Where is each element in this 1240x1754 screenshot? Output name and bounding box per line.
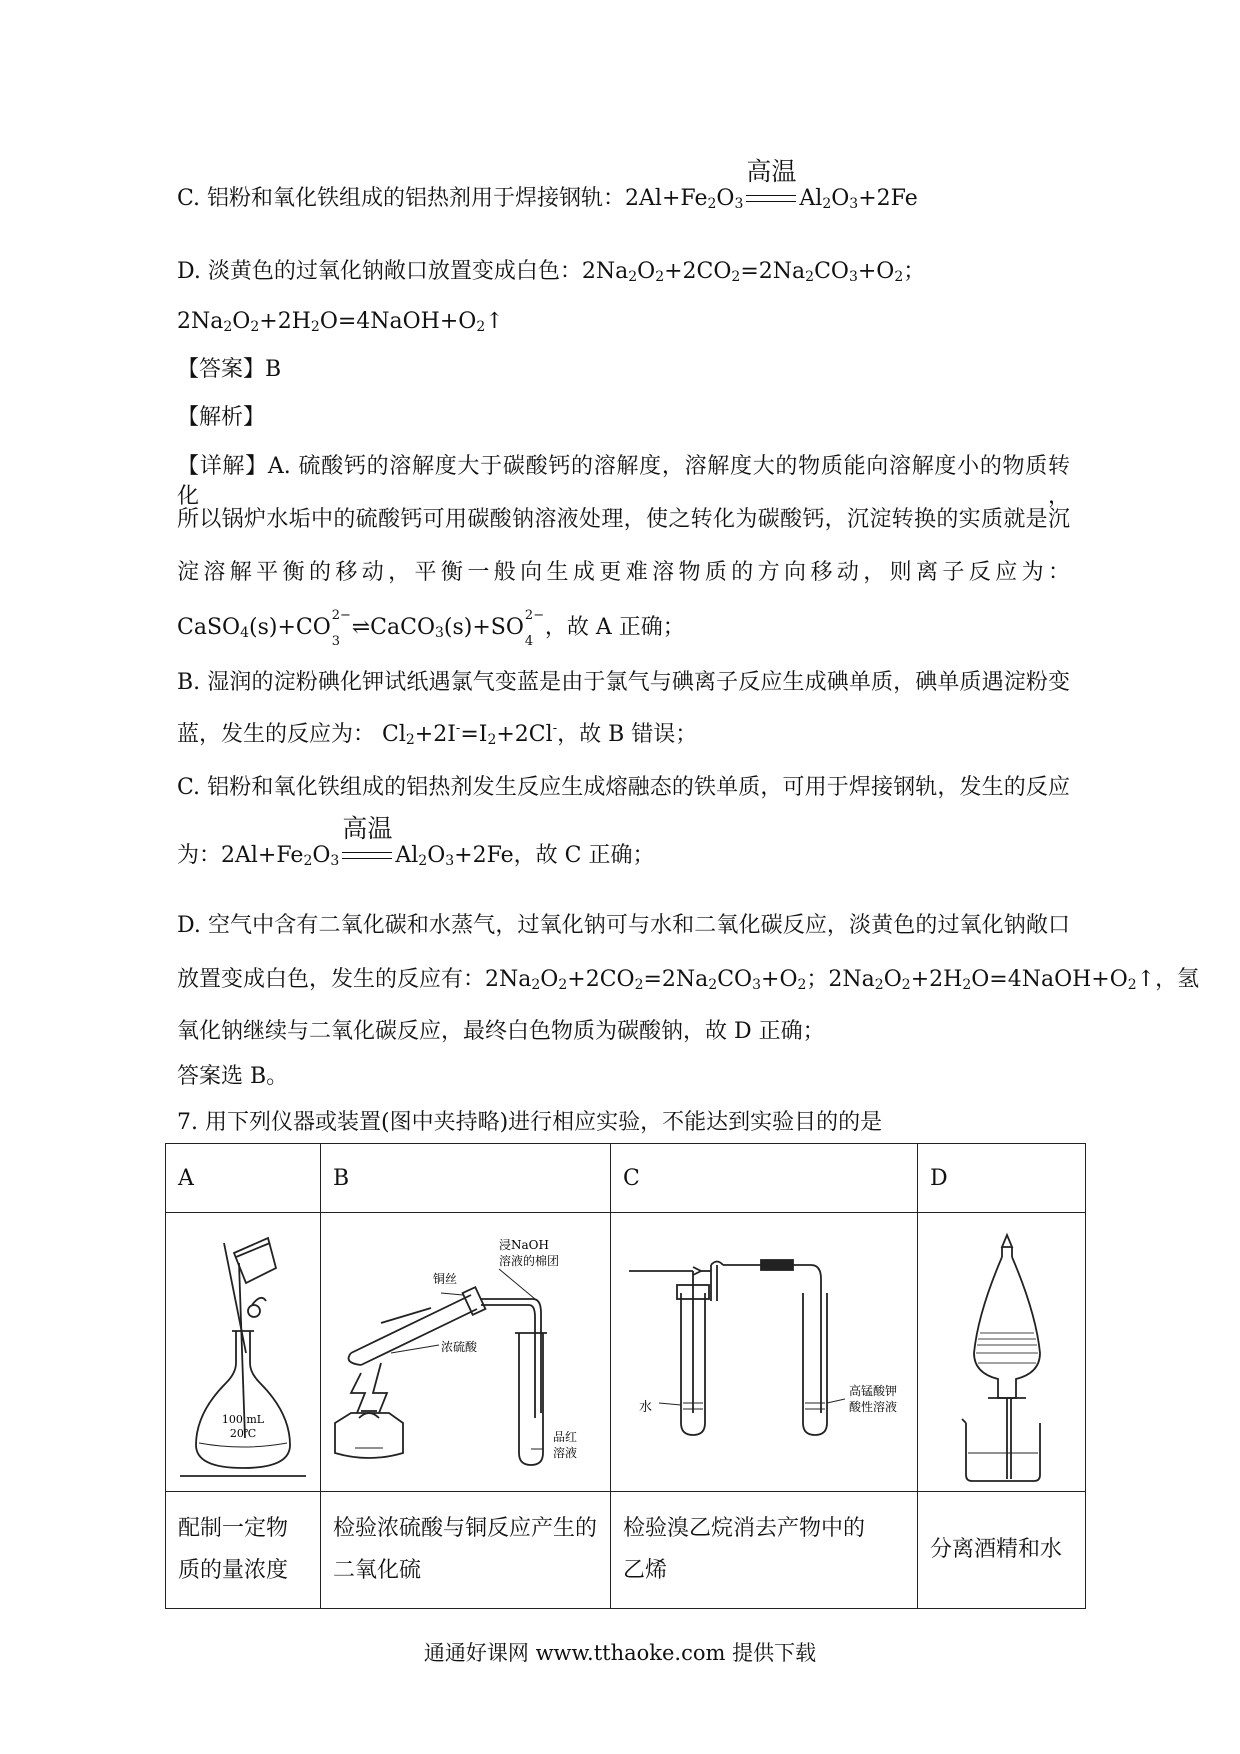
header-b: B [321,1144,611,1213]
detail-c-line-1: C. 铝粉和氧化铁组成的铝热剂发生反应生成熔融态的铁单质，可用于焊接钢轨，发生的反应 [177,775,1070,800]
figure-d-cell [918,1213,1086,1492]
copper-acid-apparatus-figure [321,1213,610,1491]
description-a: 配制一定物 质的量浓度 [166,1492,321,1609]
kmno4-label-1: 高锰酸钾 [849,1384,898,1398]
figure-c-cell [611,1213,918,1492]
detail-a-line-2: 所以锅炉水垢中的硫酸钙可用碳酸钠溶液处理，使之转化为碳酸钙，沉淀转换的实质就是沉 [177,507,1070,532]
description-d: 分离酒精和水 [918,1492,1086,1609]
answer-choose-line: 答案选 B。 [177,1064,289,1089]
detail-a-line-3: 淀溶解平衡的移动，平衡一般向生成更难溶物质的方向移动，则离子反应为： [177,560,1070,585]
flask-volume-label: 100 mL [221,1413,265,1426]
answer-line: 【答案】B [177,357,282,382]
header-a: A [166,1144,321,1213]
page-footer: 通通好课网 www.tthaoke.com 提供下载 [423,1641,817,1665]
volumetric-flask-figure [166,1213,320,1491]
header-d: D [918,1144,1086,1213]
separatory-funnel-figure [918,1213,1085,1491]
header-c: C [611,1144,918,1213]
kmno4-label-2: 酸性溶液 [849,1400,898,1414]
naoh-cotton-label-1: 浸NaOH [499,1238,549,1252]
detail-d-line-3: 氧化钠继续与二氧化碳反应，最终白色物质为碳酸钠，故 D 正确； [177,1019,825,1044]
question-7-table [165,1143,1086,1609]
detail-a-line-4: CaSO$_4$(s)+CO 2− 3 ⇌CaCO$_3$(s)+SO 2− 4 ，故 A 正确； [177,608,685,649]
description-b: 检验浓硫酸与铜反应产生的 二氧化硫 [321,1492,611,1609]
acid-label: 浓硫酸 [441,1340,478,1354]
description-c: 检验溴乙烷消去产物中的 乙烯 [611,1492,918,1609]
naoh-cotton-label-2: 溶液的棉团 [499,1254,560,1268]
detail-a-line-1: 【详解】A. 硫酸钙的溶解度大于碳酸钙的溶解度，溶解度大的物质能向溶解度小的物质转化， [177,454,1070,509]
magenta-solution-label-1: 品红 [553,1430,578,1444]
detail-b-line-1: B. 湿润的淀粉碘化钾试纸遇氯气变蓝是由于氯气与碘离子反应生成碘单质，碘单质遇淀粉变 [177,670,1070,695]
reaction-condition-2: 高温 [342,840,392,862]
magenta-solution-label-2: 溶液 [553,1446,578,1460]
ethylene-test-apparatus-figure [611,1213,917,1491]
detail-b-line-2: 蓝，发生的反应为： $Cl_2+2I^-=I_2+2Cl^-$，故 B 错误； [177,721,698,748]
copper-wire-label: 铜丝 [433,1272,458,1286]
reaction-condition: 高温 [746,183,796,205]
analysis-heading: 【解析】 [177,405,266,430]
water-label: 水 [639,1400,653,1415]
detail-d-line-1: D. 空气中含有二氧化碳和水蒸气，过氧化钠可与水和二氧化碳反应，淡黄色的过氧化钠敞口 [177,913,1070,938]
detail-d-line-2: 放置变成白色，发生的反应有：$2Na_2O_2+2CO_2=2Na_2CO_3+O_2$；$2Na_2O_2+2H_2O=4NaOH+O_2↑$，氢 [177,967,1200,993]
option-c-line: C. 铝粉和氧化铁组成的铝热剂用于焊接钢轨：$2Al+Fe_2O_3$ 高温 $Al_2O_3+2Fe$ [177,157,918,212]
question-7: 7. 用下列仪器或装置(图中夹持略)进行相应实验，不能达到实验目的的是 [177,1110,883,1135]
option-d-line-1: D. 淡黄色的过氧化钠敞口放置变成白色：$2Na_2O_2+2CO_2=2Na_2CO_3+O_2$； [177,259,926,285]
figure-b-cell [321,1213,611,1492]
figure-a-cell [166,1213,321,1492]
detail-c-line-2: 为：$2Al+Fe_2O_3$ 高温 $Al_2O_3+2Fe$，故 C 正确； [177,814,655,869]
flask-temp-label: 20℃ [229,1427,257,1440]
option-d-line-2: $2Na_2O_2+2H_2O=4NaOH+O_2↑$ [177,309,504,335]
